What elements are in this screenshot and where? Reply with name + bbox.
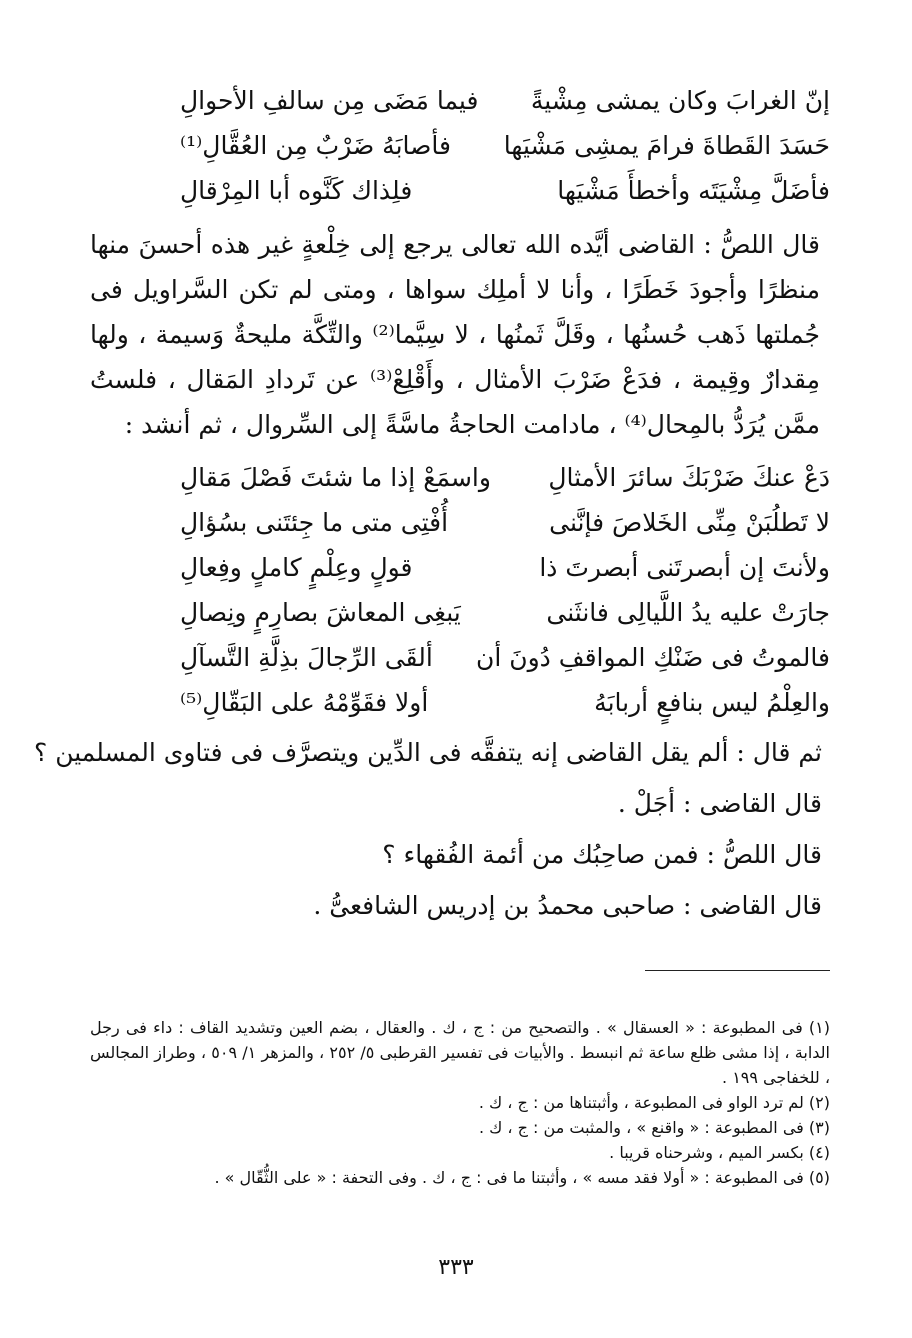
footnote-divider bbox=[645, 970, 830, 971]
verse-first-hemistich: حَسَدَ القَطاةَ فرامَ يمشِى مَشْيَها bbox=[503, 131, 830, 160]
verse-second-hemistich: واسمَعْ إذا ما شئتَ فَصْلَ مَقالِ bbox=[180, 463, 491, 492]
verse-first-hemistich: ولأنتَ إن أبصرتَنى أبصرتَ ذا bbox=[539, 553, 830, 582]
verse-line bbox=[160, 78, 830, 123]
verse-first-hemistich: والعِلْمُ ليس بنافعٍ أربابَهُ bbox=[594, 688, 830, 717]
verse-second-hemistich: يَبغِى المعاشَ بصارِمٍ ونِصالِ bbox=[180, 598, 461, 627]
footnote-item: (٥) فى المطبوعة : « أولا فقد مسه » ، وأثبتنا ما فى : ج ، ك . وفى التحفة : « على الثُّقّال » . bbox=[214, 1168, 830, 1187]
verse-second-hemistich: فأصابَهُ ضَرْبٌ مِن العُقَّالِ⁽¹⁾ bbox=[180, 131, 451, 160]
footnote-item: (٣) فى المطبوعة : « واقنع » ، والمثبت من : ج ، ك . bbox=[478, 1118, 830, 1137]
verse-block-top bbox=[160, 78, 830, 213]
dialog-line: قال القاضى : صاحبى محمدُ بن إدريس الشافعىُّ . bbox=[313, 891, 822, 920]
footnote-item: (١) فى المطبوعة : « العسقال » . والتصحيح من : ج ، ك . والعقال ، بضم العين وتشديد القاف : داء فى رجل الدابة ، إذا مشى ظلع ساعة ثم انبسط . والأبيات فى تفسير القرطبى ٥/ ٢٥٢ ، والمزهر ١/ ٥٠٩ ، وطراز المجالس ، للخفاجى ١٩٩ . bbox=[90, 1018, 830, 1087]
verse-first-hemistich: جارَتْ عليه يدُ اللَّيالِى فانثَنى bbox=[546, 598, 830, 627]
verse-first-hemistich: فأضَلَّ مِشْيَتَه وأخطأَ مَشْيَها bbox=[557, 176, 830, 205]
verse-first-hemistich: دَعْ عنكَ ضَرْبَكَ سائرَ الأمثالِ bbox=[548, 463, 830, 492]
verse-line bbox=[160, 500, 830, 545]
dialog-line: قال اللصُّ : فمن صاحِبُك من أئمة الفُقهاء ؟ bbox=[382, 840, 822, 869]
verse-second-hemistich: قولٍ وعِلْمٍ كاملٍ وفِعالِ bbox=[180, 553, 413, 582]
footnotes bbox=[90, 1015, 830, 1190]
verse-second-hemistich: أولا فقَوِّمْهُ على البَقّالِ⁽⁵⁾ bbox=[180, 688, 429, 717]
dialog-line: قال القاضى : أجَلْ . bbox=[617, 789, 822, 818]
verse-first-hemistich: فالموتُ فى ضَنْكِ المواقفِ دُونَ أن bbox=[475, 643, 830, 672]
verse-line bbox=[160, 455, 830, 500]
dialog-line: ثم قال : ألم يقل القاضى إنه يتفقَّه فى الدِّين ويتصرَّف فى فتاوى المسلمين ؟ bbox=[33, 738, 822, 767]
verse-line bbox=[160, 680, 830, 725]
verse-second-hemistich: أُفْتِى متى ما جِئتَنى بسُؤالِ bbox=[180, 508, 449, 537]
verse-line bbox=[160, 123, 830, 168]
verse-block-middle bbox=[160, 455, 830, 725]
verse-second-hemistich: فلِذاك كَنَّوه أبا المِرْقالِ bbox=[180, 176, 413, 205]
footnote-item: (٤) بكسر الميم ، وشرحناه قريبا . bbox=[609, 1143, 830, 1162]
verse-line bbox=[160, 545, 830, 590]
page-number: ٣٣٣ bbox=[438, 1255, 474, 1280]
verse-first-hemistich: إنّ الغرابَ وكان يمشى مِشْيةً bbox=[530, 86, 830, 115]
footnote-item: (٢) لم ترد الواو فى المطبوعة ، وأثبتناها من : ج ، ك . bbox=[478, 1093, 830, 1112]
verse-first-hemistich: لا تَطلُبَنْ مِنِّى الخَلاصَ فإنَّنى bbox=[549, 508, 830, 537]
prose-paragraph: قال اللصُّ : القاضى أيَّده الله تعالى يرجع إلى خِلْعةٍ غير هذه أحسنَ منها منظرًا وأجودَ خَطَرًا ، وأنا لا أملِك سواها ، ومتى لم تكن السَّراويل فى جُملتها ذَهب حُسنُها ، وقَلَّ ثَمنُها ، لا سِيَّما⁽²⁾ والتِّكَّة مليحةٌ وَسيمة ، ولها مِقدارٌ وقِيمة ، فدَعْ ضَرْبَ الأمثال ، وأَقْلِعْ⁽³⁾ عن تَردادِ المَقال ، فلستُ ممَّن يُرَدُّ بالمِحال⁽⁴⁾ ، مادامت الحاجةُ ماسَّةً إلى السِّروال ، ثم أنشد : bbox=[90, 230, 820, 439]
verse-line bbox=[160, 168, 830, 213]
verse-second-hemistich: فيما مَضَى مِن سالفِ الأحوالِ bbox=[180, 86, 479, 115]
verse-second-hemistich: ألقَى الرِّجالَ بذِلَّةِ التَّسآلِ bbox=[180, 643, 433, 672]
verse-line bbox=[160, 635, 830, 680]
verse-line bbox=[160, 590, 830, 635]
